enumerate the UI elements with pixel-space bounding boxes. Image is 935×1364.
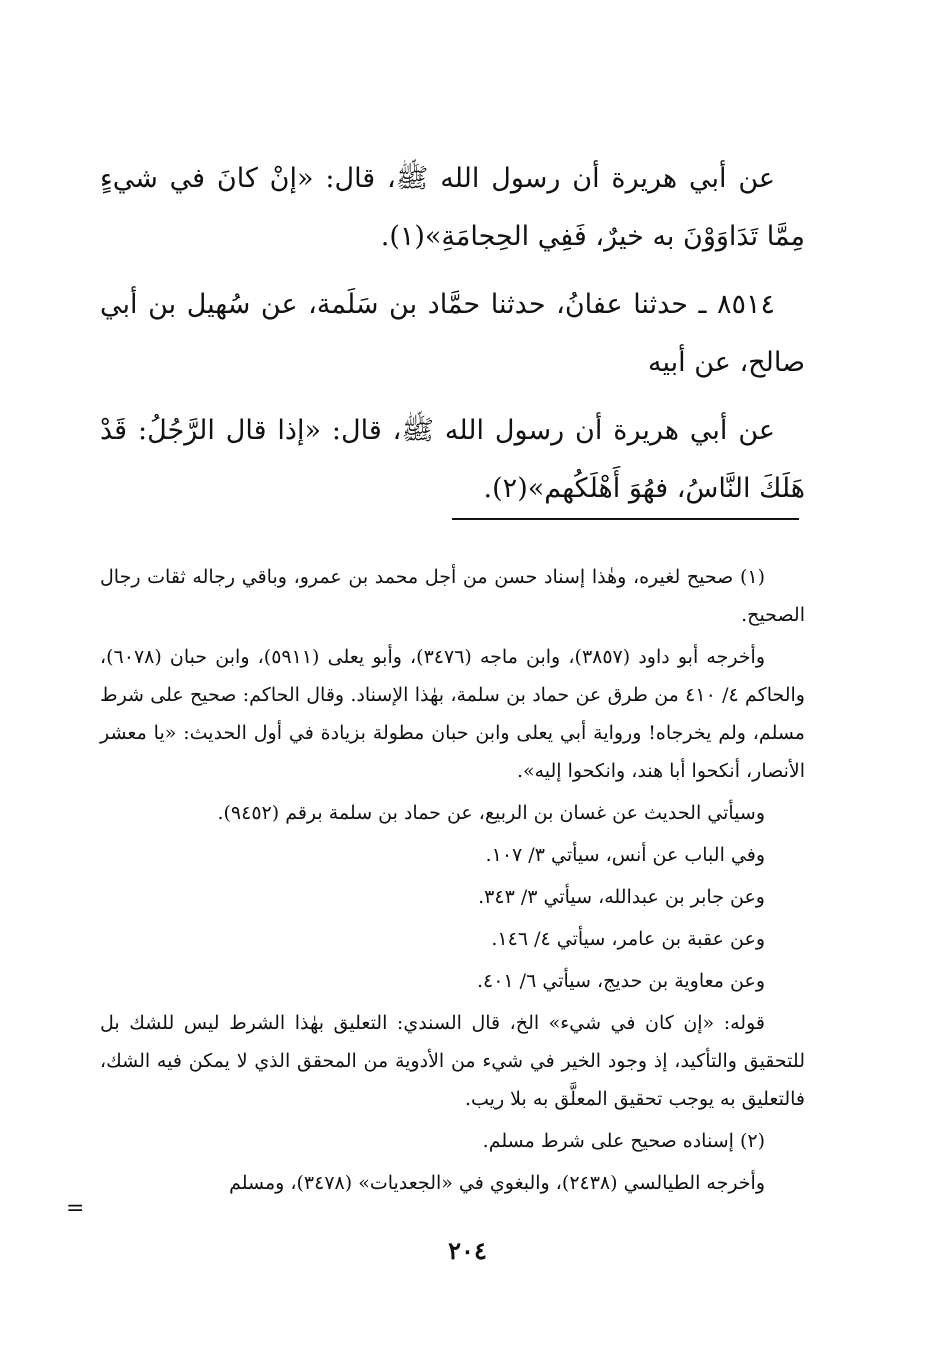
- hadith-paragraph: عن أبي هريرة أن رسول الله ﷺ، قال: «إذا قال الرَّجُلُ: قَدْ هَلَكَ النَّاسُ، فهُوَ أَهْلَكُهم»(٢).: [100, 415, 805, 504]
- footnote-line: (٢) إسناده صحيح على شرط مسلم.: [482, 1130, 765, 1152]
- footnote-line: وأخرجه أبو داود (٣٨٥٧)، وابن ماجه (٣٤٧٦)، وأبو يعلى (٥٩١١)، وابن حبان (٦٠٧٨)، والحاكم ٤/ ٤١٠ من طرق عن حماد بن سلمة، بهٰذا الإسناد. وقال الحاكم: صحيح على شرط مسلم، ولم يخرجاه! ورواية أبي يعلى وابن حبان مطولة بزيادة في أول الحديث: «يا معشر الأنصار، أنكحوا أبا هند، وانكحوا إليه».: [100, 646, 805, 782]
- hadith-paragraph: عن أبي هريرة أن رسول الله ﷺ، قال: «إنْ كانَ في شيءٍ مِمَّا تَدَاوَوْنَ به خيرٌ، فَفِي الحِجامَةِ»(١).: [100, 163, 805, 252]
- footnote-line: وفي الباب عن أنس، سيأتي ٣/ ١٠٧.: [485, 844, 765, 866]
- footnote-line: (١) صحيح لغيره، وهٰذا إسناد حسن من أجل محمد بن عمرو، وباقي رجاله ثقات رجال الصحيح.: [100, 566, 805, 626]
- isnad-paragraph: ٨٥١٤ ـ حدثنا عفانُ، حدثنا حمَّاد بن سَلَمة، عن سُهيل بن أبي صالح، عن أبيه: [100, 289, 805, 378]
- footnote-line: وأخرجه الطيالسي (٢٤٣٨)، والبغوي في «الجعديات» (٣٤٧٨)، ومسلم: [229, 1172, 765, 1194]
- footnote-line: وعن جابر بن عبدالله، سيأتي ٣/ ٣٤٣.: [478, 886, 765, 908]
- continuation-mark: =: [66, 1196, 85, 1221]
- footnote-line: وسيأتي الحديث عن غسان بن الربيع، عن حماد بن سلمة برقم (٩٤٥٢).: [217, 802, 765, 824]
- hadith-text: [100, 150, 805, 528]
- page-number: ٢٠٤: [448, 1236, 487, 1265]
- footnote-line: وعن عقبة بن عامر، سيأتي ٤/ ١٤٦.: [491, 928, 765, 950]
- footnote-divider: [452, 518, 799, 520]
- footnote-line: قوله: «إن كان في شيء» الخ، قال السندي: التعليق بهٰذا الشرط ليس للشك بل للتحقيق والتأكيد، إذ وجود الخير في شيء من الأدوية من المحقق الذي لا يمكن فيه الشك، فالتعليق به يوجب تحقيق المعلَّق به بلا ريب.: [100, 1012, 805, 1110]
- footnotes: [100, 558, 805, 1206]
- footnote-line: وعن معاوية بن حديج، سيأتي ٦/ ٤٠١.: [476, 970, 765, 992]
